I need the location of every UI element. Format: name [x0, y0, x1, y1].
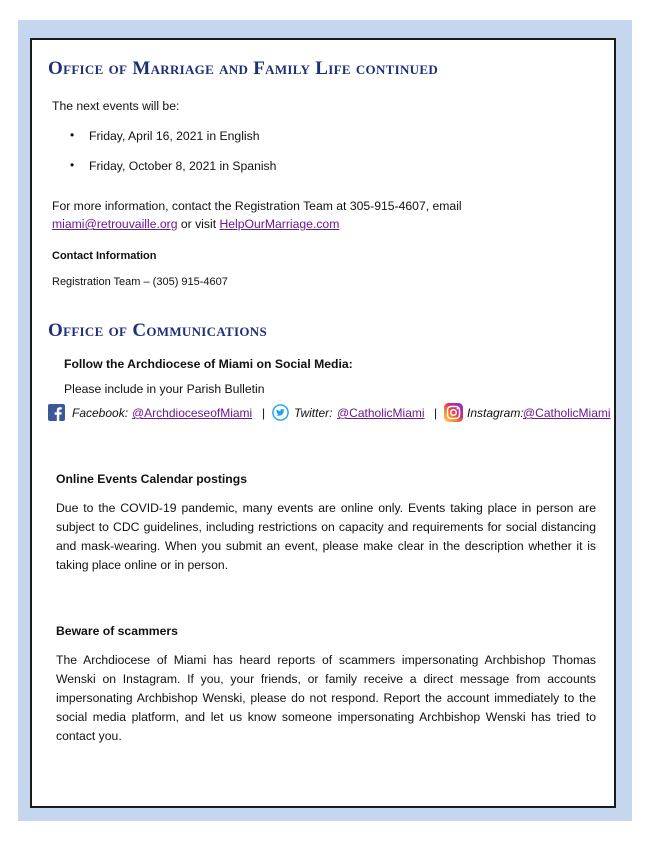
instagram-icon[interactable] [444, 403, 463, 422]
scammers-body: The Archdiocese of Miami has heard reports of scammers impersonating Archbishop Thomas Wenski on Instagram. If you, your friends, or family receive a direct message from accounts impersonating Archbishop Wenski, please do not respond. Report the account immediately to the social media platform, and let us know someone impersonating Archbishop Wenski has tried to contact you. [56, 653, 596, 743]
event-item-2: Friday, October 8, 2021 in Spanish [89, 159, 277, 173]
bullet-2-icon: • [70, 158, 75, 172]
facebook-label: Facebook: [72, 406, 129, 420]
communications-heading: Office of Communications [48, 320, 268, 341]
event-item-1: Friday, April 16, 2021 in English [89, 129, 260, 143]
contact-line: Registration Team – (305) 915-4607 [52, 276, 228, 288]
marriage-heading: Office of Marriage and Family Life continued [48, 58, 439, 79]
calendar-heading: Online Events Calendar postings [56, 472, 247, 486]
contact-heading: Contact Information [52, 250, 157, 262]
separator-2: | [434, 406, 438, 420]
separator-1: | [262, 406, 266, 420]
twitter-label: Twitter: [294, 406, 333, 420]
or-visit-text: or visit [177, 217, 220, 231]
more-info-text: For more information, contact the Registration Team at 305-915-4607, email [52, 199, 462, 213]
twitter-link[interactable]: @CatholicMiami [337, 406, 425, 420]
twitter-icon[interactable] [272, 404, 289, 421]
email-link[interactable]: miami@retrouvaille.org [52, 217, 178, 231]
facebook-link[interactable]: @ArchdioceseofMiami [132, 406, 253, 420]
website-link[interactable]: HelpOurMarriage.com [219, 217, 340, 231]
bullet-1-icon: • [70, 128, 75, 142]
facebook-icon[interactable] [48, 404, 65, 421]
scammers-heading: Beware of scammers [56, 624, 178, 638]
calendar-body: Due to the COVID-19 pandemic, many events are online only. Events taking place in person are subject to CDC guidelines, including restrictions on capacity and requirements for social distancing and mask-wearing. When you submit an event, please make clear in the description whether it is taking place online or in person. [56, 501, 596, 572]
include-text: Please include in your Parish Bulletin [64, 382, 265, 396]
social-media-row [48, 404, 623, 426]
follow-text: Follow the Archdiocese of Miami on Social Media: [64, 357, 353, 371]
instagram-label: Instagram: [467, 406, 524, 420]
events-intro: The next events will be: [52, 99, 180, 113]
instagram-link[interactable]: @CatholicMiami [523, 406, 611, 420]
contact-links-line [52, 215, 339, 233]
